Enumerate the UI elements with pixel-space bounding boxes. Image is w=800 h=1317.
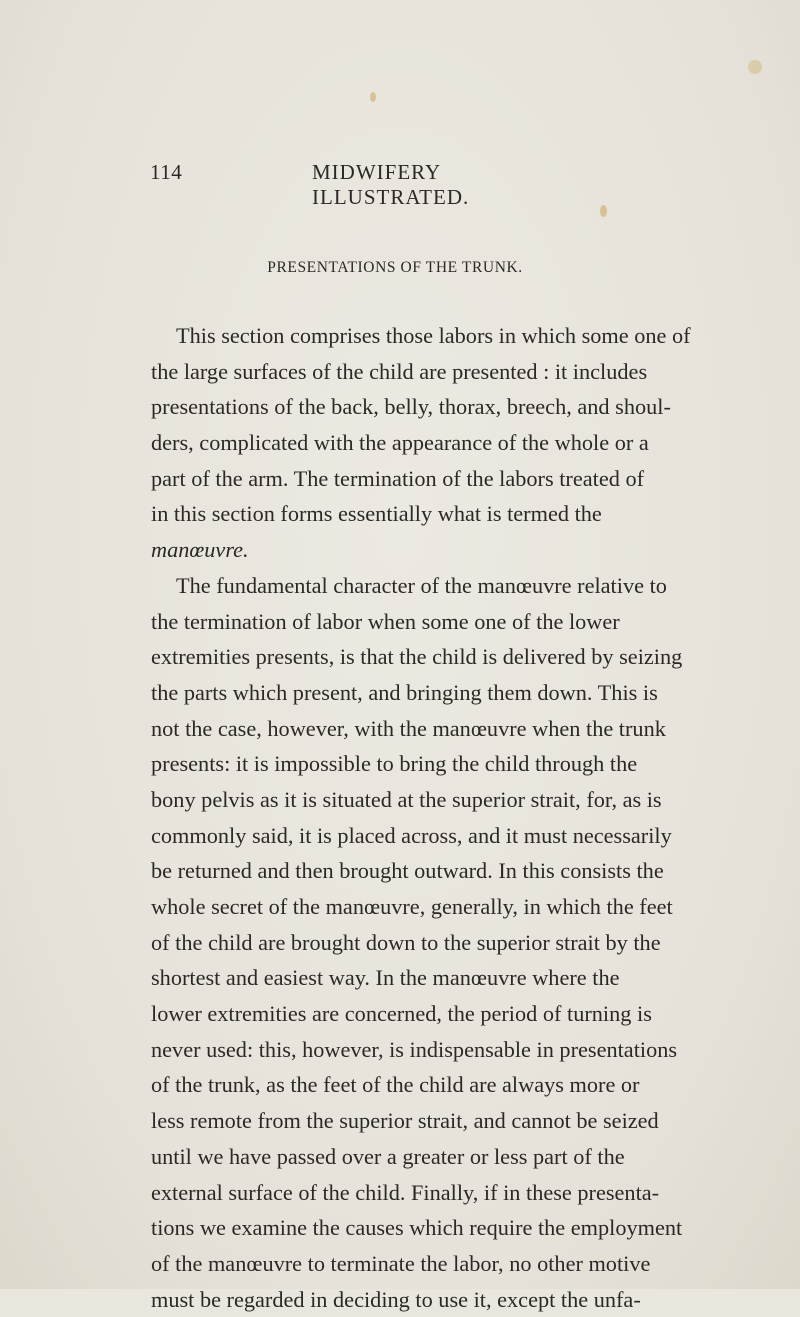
text-line: bony pelvis as it is situated at the superior strait, for, as is [151, 786, 662, 812]
text-line: the large surfaces of the child are presented : it includes [151, 358, 648, 384]
text-line: external surface of the child. Finally, if in these presenta- [151, 1179, 660, 1205]
text-line: the termination of labor when some one of the lower [151, 608, 620, 634]
text-line: of the manœuvre to terminate the labor, no other motive [151, 1250, 651, 1276]
text-line: of the trunk, as the feet of the child are always more or [151, 1072, 640, 1098]
text-line: lower extremities are concerned, the period of turning is [151, 1001, 652, 1027]
running-title: MIDWIFERY ILLUSTRATED. [312, 160, 470, 209]
text-line [151, 532, 596, 568]
text-line: presents: it is impossible to bring the child through the [151, 751, 638, 777]
text-line: until we have passed over a greater or less part of the [151, 1143, 625, 1169]
foxing-spot [600, 205, 607, 217]
text-line: shortest and easiest way. In the manœuvre where the [151, 965, 620, 991]
text-line: not the case, however, with the manœuvre when the trunk [151, 715, 666, 741]
body-text [151, 318, 691, 1317]
text-line: whole secret of the manœuvre, generally, in which the feet [151, 894, 673, 919]
text-line: The fundamental character of the manœuvre relative to [176, 572, 667, 598]
text-line: must be regarded in deciding to use it, except the unfa- [151, 1286, 641, 1312]
text-line: tions we examine the causes which require the employment [151, 1215, 683, 1241]
text-line: less remote from the superior strait, and cannot be seized [151, 1108, 659, 1134]
text-line: be returned and then brought outward. In this consists the [151, 858, 664, 884]
text-line: the parts which present, and bringing them down. This is [151, 679, 658, 705]
italic-term: manœuvre. [151, 537, 249, 563]
text-line: in this section forms essentially what is termed the [151, 501, 602, 527]
text-line: presentations of the back, belly, thorax, breech, and shoul- [151, 394, 671, 420]
foxing-spot [370, 92, 376, 102]
text-line: commonly said, it is placed across, and it must necessarily [151, 822, 672, 848]
section-heading: PRESENTATIONS OF THE TRUNK. [267, 259, 523, 276]
page-header [150, 160, 590, 209]
text-line: part of the arm. The termination of the labors treated of [151, 465, 645, 491]
page-number: 114 [150, 160, 183, 184]
text-line: This section comprises those labors in which some one of [176, 323, 691, 348]
text-line: extremities presents, is that the child is delivered by seizing [151, 644, 683, 670]
text-line: of the child are brought down to the superior strait by the [151, 929, 661, 955]
foxing-spot [748, 60, 762, 74]
text-line: ders, complicated with the appearance of the whole or a [151, 430, 649, 456]
text-line: never used: this, however, is indispensable in presentations [151, 1036, 678, 1062]
